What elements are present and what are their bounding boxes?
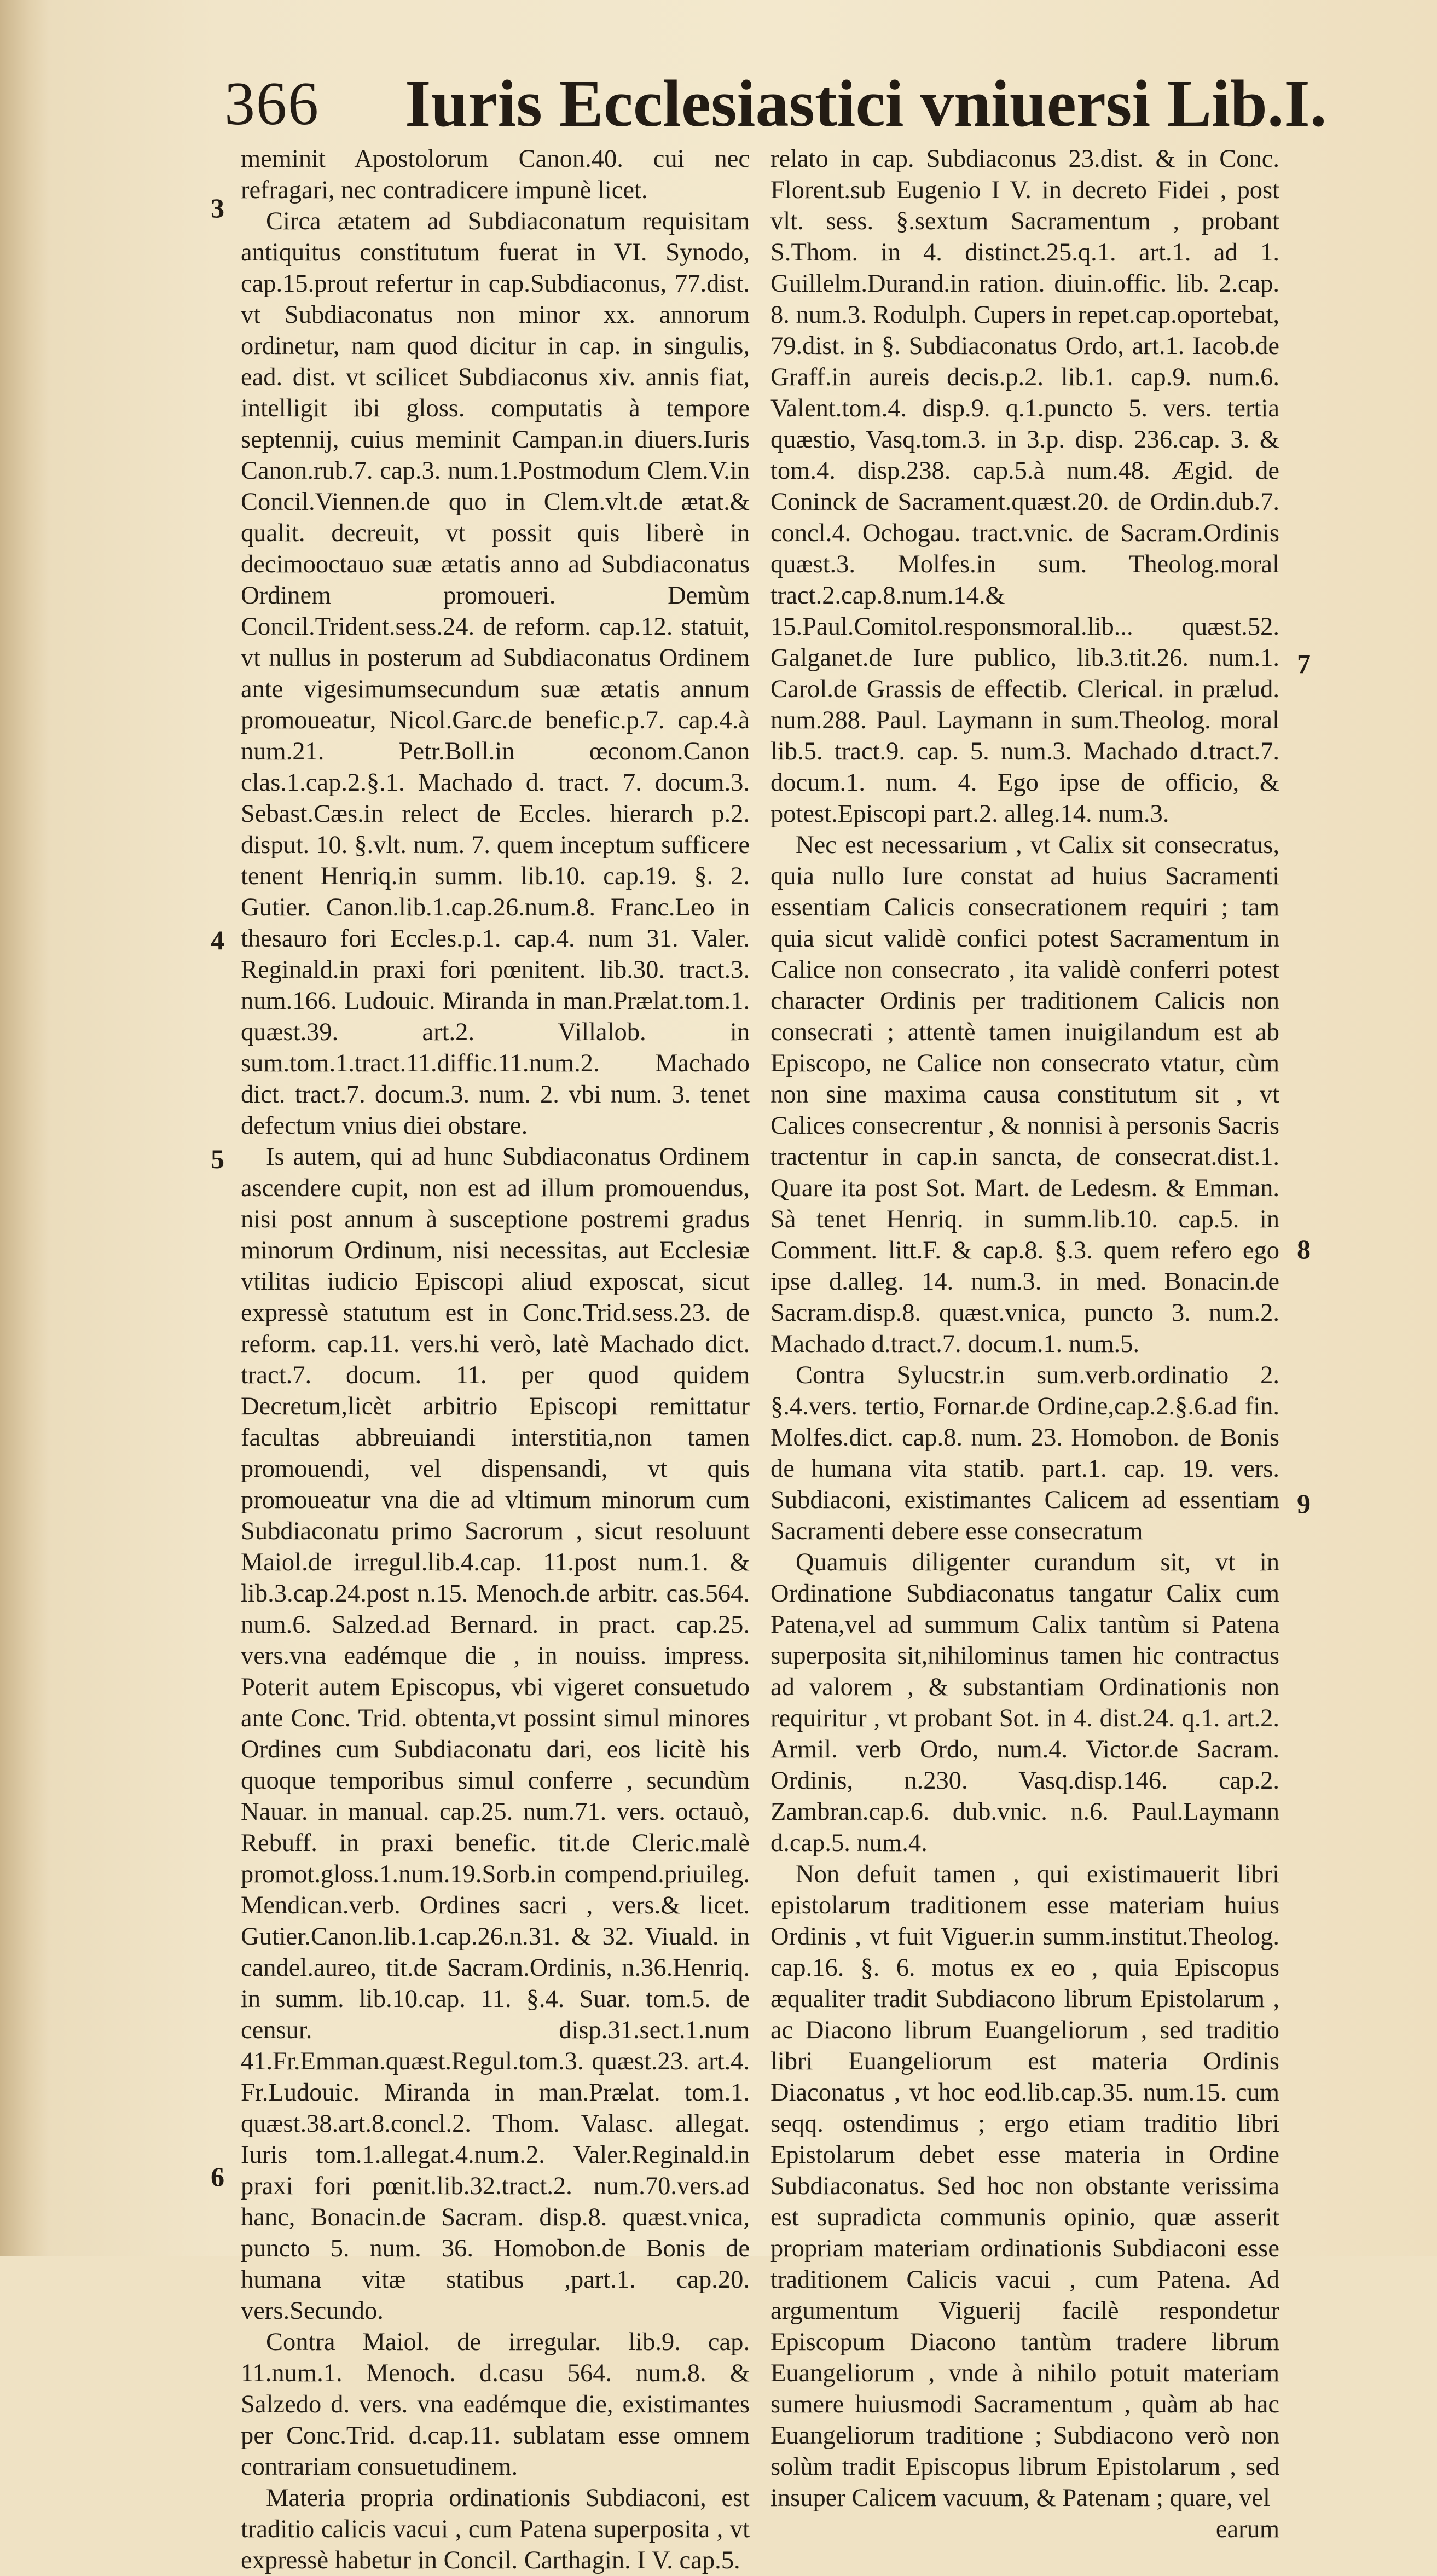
- running-header: [224, 63, 1327, 145]
- paragraph: relato in cap. Subdiaconus 23.dist. & in Conc. Florent.sub Eugenio I V. in decreto Fidei , post vlt. sess. §.sextum Sacramentum , probant S.Thom. in 4. distinct.25.q.1. art.1. ad 1. Guillelm.Durand.in ration. diuin.offic. lib. 2.cap. 8. num.3. Rodulph. Cupers in repet.cap.oportebat, 79.dist. in §. Subdiaconatus Ordo, art.1. Iacob.de Graff.in aureis decis.p.2. lib.1. cap.9. num.6. Valent.tom.4. disp.9. q.1.puncto 5. vers. tertia quæstio, Vasq.tom.3. in 3.p. disp. 236.cap. 3. & tom.4. disp.238. cap.5.à num.48. Ægid. de Coninck de Sacrament.quæst.20. de Ordin.dub.7. concl.4. Ochogau. tract.vnic. de Sacram.Ordinis quæst.3. Molfes.in sum. Theolog.moral tract.2.cap.8.num.14.& 15.Paul.Comitol.responsmoral.lib... quæst.52. Galganet.de Iure publico, lib.3.tit.26. num.1. Carol.de Grassis de effectib. Clerical. in prælud. num.288. Paul. Laymann in sum.Theolog. moral lib.5. tract.9. cap. 5. num.3. Machado d.tract.7. docum.1. num. 4. Ego ipse de officio, & potest.Episcopi part.2. alleg.14. num.3.: [770, 145, 1279, 828]
- paragraph: Quamuis diligenter curandum sit, vt in Ordinatione Subdiaconatus tangatur Calix cum Patena,vel ad summum Calix tantùm si Patena superposita sit,nihilominus tamen hic contractus ad valorem , & substantiam Ordinationis non requiritur , vt probant Sot. in 4. dist.24. q.1. art.2. Armil. verb Ordo, num.4. Victor.de Sacram. Ordinis, n.230. Vasq.disp.146. cap.2. Zambran.cap.6. dub.vnic. n.6. Paul.Laymann d.cap.5. num.4.: [770, 1548, 1279, 1857]
- paragraph: Non defuit tamen , qui existimauerit libri epistolarum traditionem esse materiam huius Ordinis , vt fuit Viguer.in summ.institut.Theolog. cap.16. §. 6. motus ex eo , quia Episcopus æqualiter tradit Subdiacono librum Epistolarum , ac Diacono librum Euangeliorum , sed traditio libri Euangeliorum est materia Ordinis Diaconatus , vt hoc eod.lib.cap.35. num.15. cum seqq. ostendimus ; ergo etiam traditio libri Epistolarum debet esse materia in Ordine Subdiaconatus. Sed hoc non obstante verissima est supradicta communis opinio, quæ asserit propriam materiam ordinationis Subdiaconi esse traditionem Calicis vacui , cum Patena. Ad argumentum Viguerij facilè respondetur Episcopum Diacono tantùm tradere librum Euangeliorum , vnde à nihilo potuit materiam sumere huiusmodi Sacramentum , quàm ab hac Euangeliorum traditione ; Subdiacono verò non solùm tradit Episcopus librum Epistolarum , sed insuper Calicem vacuum, & Patenam ; quare, vel: [770, 1860, 1279, 2512]
- page-gutter-shadow: [0, 0, 49, 2256]
- paragraph: Nec est necessarium , vt Calix sit consecratus, quia nullo Iure constat ad huius Sacramenti essentiam Calicis consecrationem requiri ; tam quia sicut validè confici potest Sacramentum in Calice non consecrato , ita validè conferri potest character Ordinis per traditionem Calicis non consecrati ; attentè tamen inuigilandum est ab Episcopo, ne Calice non consecrato vtatur, cùm non sine maxima causa constitutum sit , vt Calices consecrentur , & nonnisi à personis Sacris tractentur in cap.in sancta, de consecrat.dist.1. Quare ita post Sot. Mart. de Ledesm. & Emman. Sà tenet Henriq. in summ.lib.10. cap.5. in Comment. litt.F. & cap.8. §.3. quem refero ego ipse d.alleg. 14. num.3. in med. Bonacin.de Sacram.disp.8. quæst.vnica, puncto 3. num.2. Machado d.tract.7. docum.1. num.5.: [770, 831, 1279, 1358]
- catchword: earum: [1215, 2515, 1279, 2543]
- page-number: 366: [224, 70, 320, 138]
- margin-number: 4: [211, 925, 224, 955]
- paragraph: Is autem, qui ad hunc Subdiaconatus Ordinem ascendere cupit, non est ad illum promouendus, nisi post annum à susceptione postremi gradus minorum Ordinum, nisi necessitas, aut Ecclesiæ vtilitas iudicio Episcopi aliud exposcat, sicut expressè statutum est in Conc.Trid.sess.23. de reform. cap.11. vers.hi verò, latè Machado dict. tract.7. docum. 11. per quod quidem Decretum,licèt arbitrio Episcopi remittatur facultas abbreuiandi interstitia,non tamen promouendi, vel dispensandi, vt quis promoueatur vna die ad vltimum minorum cum Subdiaconatu primo Sacrorum , sicut resoluunt Maiol.de irregul.lib.4.cap. 11.post num.1. & lib.3.cap.24.post n.15. Menoch.de arbitr. cas.564. num.6. Salzed.ad Bernard. in pract. cap.25. vers.vna eadémque die , in nouiss. impress. Poterit autem Episcopus, vbi vigeret consuetudo ante Conc. Trid. obtenta,vt possint simul minores Ordines cum Subdiaconatu dari, eos licitè his quoque temporibus simul conferre , secundùm Nauar. in manual. cap.25. num.71. vers. octauò, Rebuff. in praxi benefic. tit.de Cleric.malè promot.gloss.1.num.19.Sorb.in compend.priuileg. Mendican.verb. Ordines sacri , vers.& licet. Gutier.Canon.lib.1.cap.26.n.31. & 32. Viuald. in candel.aureo, tit.de Sacram.Ordinis, n.36.Henriq. in summ. lib.10.cap. 11. §.4. Suar. tom.5. de censur. disp.31.sect.1.num 41.Fr.Emman.quæst.Regul.tom.3. quæst.23. art.4. Fr.Ludouic. Miranda in man.Prælat. tom.1. quæst.38.art.8.concl.2. Thom. Valasc. allegat. Iuris tom.1.allegat.4.num.2. Valer.Reginald.in praxi fori pœnit.lib.32.tract.2. num.70.vers.ad hanc, Bonacin.de Sacram. disp.8. quæst.vnica, puncto 5. num. 36. Homobon.de Bonis de humana vitæ statibus ,part.1. cap.20. vers.Secundo.: [241, 1143, 750, 2325]
- margin-number: 3: [211, 193, 224, 223]
- left-text-column: [241, 143, 750, 2574]
- paragraph: Circa ætatem ad Subdiaconatum requisitam antiquitus constitutum fuerat in VI. Synodo, cap.15.prout refertur in cap.Subdiaconus, 77.dist. vt Subdiaconatus non minor xx. annorum ordinetur, nam quod dicitur in cap. in singulis, ead. dist. vt scilicet Subdiaconus xiv. annis fiat, intelligit ibi gloss. computatis à tempore septennij, cuius meminit Campan.in diuers.Iuris Canon.rub.7. cap.3. num.1.Postmodum Clem.V.in Concil.Viennen.de quo in Clem.vlt.de ætat.& qualit. decreuit, vt possit quis liberè in decimooctauo suæ ætatis anno ad Subdiaconatus Ordinem promoueri. Demùm Concil.Trident.sess.24. de reform. cap.12. statuit, vt nullus in posterum ad Subdiaconatus Ordinem ante vigesimumsecundum suæ ætatis annum promoueatur, Nicol.Garc.de benefic.p.7. cap.4.à num.21. Petr.Boll.in œconom.Canon clas.1.cap.2.§.1. Machado d. tract. 7. docum.3. Sebast.Cæs.in relect de Eccles. hierarch p.2. disput. 10. §.vlt. num. 7. quem inceptum sufficere tenent Henriq.in summ. lib.10. cap.19. §. 2. Gutier. Canon.lib.1.cap.26.num.8. Franc.Leo in thesauro fori Eccles.p.1. cap.4. num 31. Valer. Reginald.in praxi fori pœnitent. lib.30. tract.3. num.166. Ludouic. Miranda in man.Prælat.tom.1. quæst.39. art.2. Villalob. in sum.tom.1.tract.11.diffic.11.num.2. Machado dict. tract.7. docum.3. num. 2. vbi num. 3. tenet defectum vnius diei obstare.: [241, 207, 750, 1140]
- paragraph: Contra Maiol. de irregular. lib.9. cap. 11.num.1. Menoch. d.casu 564. num.8. & Salzedo d. vers. vna eadémque die, existimantes per Conc.Trid. d.cap.11. sublatam esse omnem contrariam consuetudinem.: [241, 2328, 750, 2481]
- right-text-column: [770, 143, 1279, 2543]
- paragraph: Materia propria ordinationis Subdiaconi, est traditio calicis vacui , cum Patena superposita , vt expressè habetur in Concil. Carthagin. I V. cap.5.: [241, 2484, 750, 2574]
- margin-number: 9: [1297, 1488, 1311, 1519]
- margin-number: 8: [1297, 1234, 1311, 1264]
- margin-number: 6: [211, 2161, 224, 2192]
- margin-number: 7: [1297, 648, 1311, 679]
- margin-number: 5: [211, 1144, 224, 1174]
- running-title: Iuris Ecclesiastici vniuersi Lib.I.: [405, 67, 1327, 141]
- paragraph: meminit Apostolorum Canon.40. cui nec refragari, nec contradicere impunè licet.: [241, 145, 750, 204]
- paragraph: Contra Sylucstr.in sum.verb.ordinatio 2. §.4.vers. tertio, Fornar.de Ordine,cap.2.§.6.ad fin. Molfes.dict. cap.8. num. 23. Homobon. de Bonis de humana vita statib. part.1. cap. 19. vers. Subdiaconi, existimantes Calicem ad essentiam Sacramenti debere esse consecratum: [770, 1361, 1279, 1545]
